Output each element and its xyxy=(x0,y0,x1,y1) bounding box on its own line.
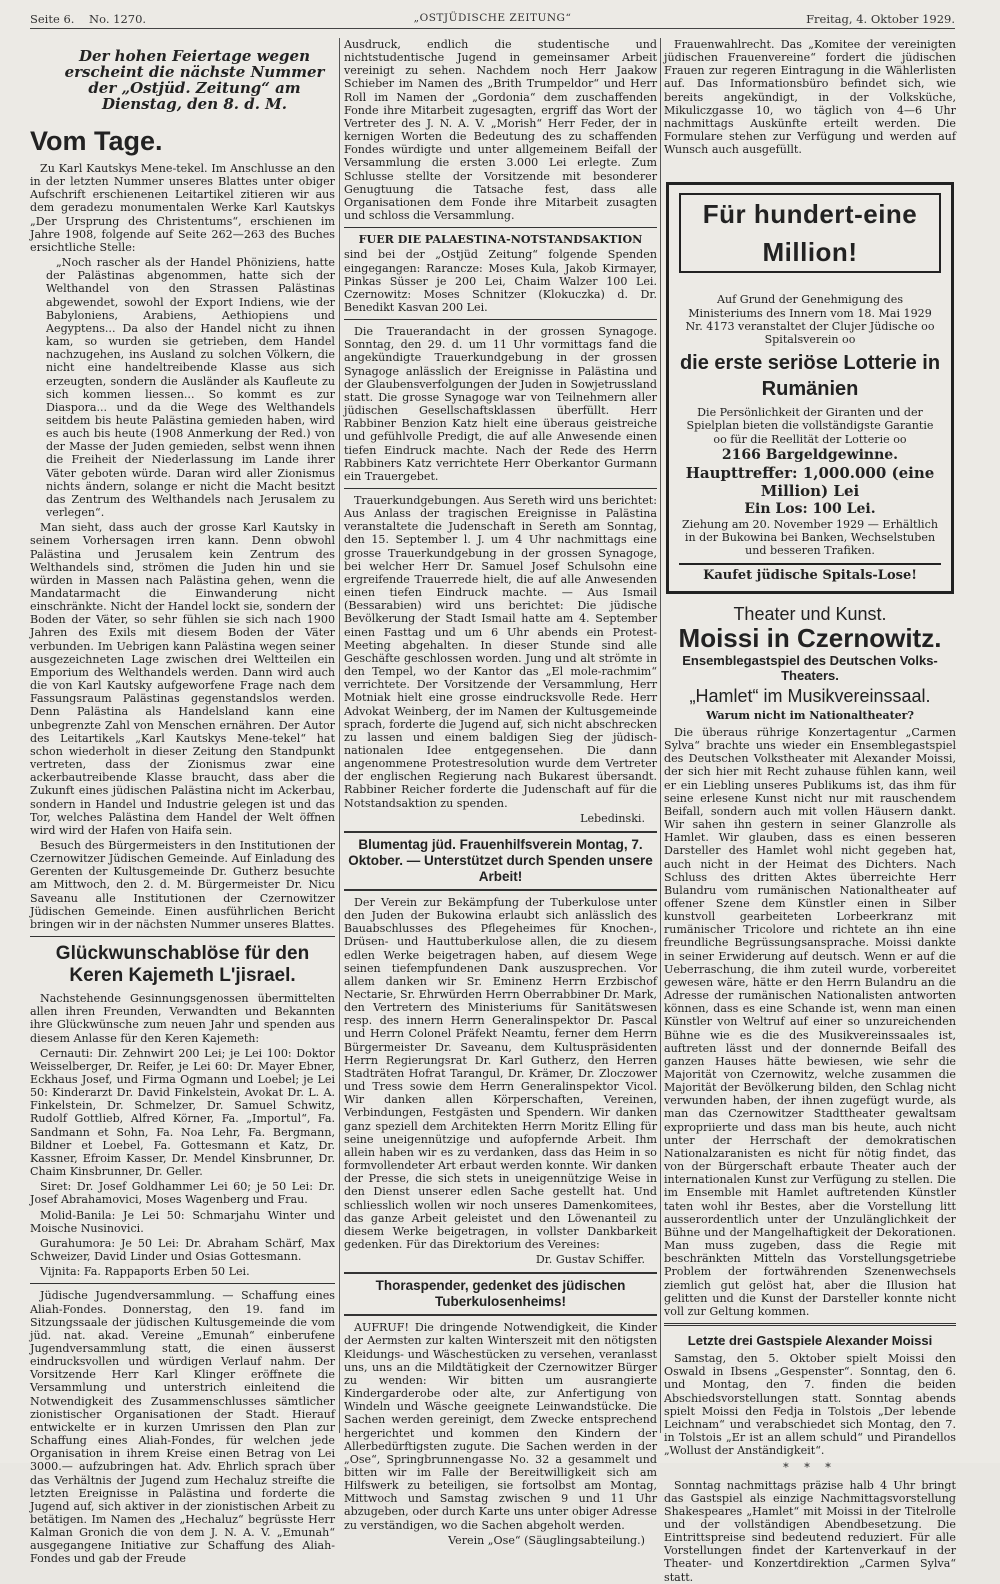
donor-list: Molid-Banila: Je Lei 50: Schmarjahu Winter und Moische Nusinovici. xyxy=(30,1208,335,1235)
signature: Lebedinski. xyxy=(580,811,645,825)
article-paragraph: Nachstehende Gesinnungsgenossen übermittelten allen ihren Freunden, Verwandten und Bekannten ihre Glückwünsche zum neuen Jahr und spenden aus diesem Anlasse für den Keren Kajemeth: xyxy=(30,992,335,1045)
article-quote: „Noch rascher als der Handel Phöniziens, hatte der Palästinas abgenommen, hatte sich der Welthandel von den Strassen Palästinas abgewendet, sowohl der Export Indiens, wie der Babyloniens, Arabiens, Aethiopiens und Aegyptens... Da also der Handel nicht zu ihnen kam, so wurden sie getrieben, dem Handel nachzugehen, ins Ausland zu solchen Völkern, die nicht eine handeltreibende Klasse aus sich erzeugten, sondern die Ausländer als Kaufleute zu sich kommen liessen... So kommt es zur Diaspora... und da die Wege des Welthandels seitdem bis heute Palästina gemieden haben, wird es auch bis heute (1908 Anmerkung der Red.) von der Masse der Juden gemieden, selbst wenn ihnen die Freiheit der Niederlassung im Lande ihrer Väter geboten würde. Daran wird aller Zionismus nichts ändern, solange er nicht die Macht besitzt das Zentrum des Welthandels nach Jerusalem zu verlegen“. xyxy=(46,256,335,520)
donor-list: sind bei der „Ostjüd Zeitung“ folgende Spenden eingegangen: Rarancze: Moses Kula, Jakob Kirmayer, Pinkas Süsser je 200 Lei, Chaim Walzer 100 Lei. Czernowitz: Moses Schnitzer (Klokuczka) d. Dr. Benedikt Kasvan 200 Lei. xyxy=(344,248,657,314)
divider xyxy=(30,1283,335,1284)
article-paragraph: Zu Karl Kautskys Mene-tekel. Im Anschlusse an den in der letzten Nummer unseres Blattes unter obiger Aufschrift erschienenen Leitartikel zitieren wir aus dem geradezu monumentalen Werke Karl Kautskys „Der Ursprung des Christentums“, erschienen im Jahre 1908, folgende auf Seite 262—263 des Buches ersichtliche Stelle: xyxy=(30,162,335,254)
notstand-title: FUER DIE PALAESTINA-NOTSTANDSAKTION xyxy=(358,233,643,247)
article-paragraph: Die überaus rührige Konzertagentur „Carmen Sylva“ brachte uns wieder ein Ensemblegastspiel des Deutschen Volkstheater mit Alexander Moissi, der sich hier mit Recht zuhause fühlen kann, weil er ein Liebling unseres Publikums ist, das ihm für seine erlesene Kunst nicht nur mit rauschendem Beifall, sondern auch mit vollen Häusern dankt. Wir sahen ihn gestern in seiner Glanzrolle als Hamlet. Wir glauben, dass es einen besseren Darsteller des Hamlet wohl nicht gegeben hat, auch nicht in der Heimat des Dichters. Nach Schluss des dritten Aktes überreichte Herr Bulandru vom rumänischen Nationaltheater auf offener Szene dem Künstler einen in Silber kunstvoll gearbeiteten Lorbeerkranz mit rumänischer Tricolore und richtete an ihn eine freundliche Begrüssungsansprache. Moissi dankte in seiner Erwiderung auf deutsch. Wenn er auf die Ueberraschung, die ihm zuteil wurde, vorbereitet gewesen wäre, hätte er den Herrn Bulandru an die Adresse der rumänischen Nationalisten antworten können, dass es eine Schande ist, wenn man einen Künstler von Weltruf auf einer so unzureichenden Bühne wie es die des Musikvereinssaales ist, auftreten lässt und der donnernde Beifall des ganzen Hauses hätte bewiesen, wie sehr die Majorität von Czernowitz, welche zusammen die Majorität der Bevölkerung bilden, den Schlag nicht verwunden haben, der ihnen zugefügt wurde, als man das Czernowitzer Stadttheater gewaltsam expropriierte und dass man bis heute, auch nicht unter der Herrschaft der demokratischen Nationalzaranisten es nicht für nötig findet, das von der Bürgerschaft erbaute Theater auch der internationalen Kunst zur Verfügung zu stellen. Die im Ensemble mit Hamlet auftretenden Künstler taten wohl ihr Bestes, aber die Vorstellung litt ausserordentlich unter der Unzulänglichkeit der Bühne und der Mangelhaftigkeit der Dekorationen. Man muss zugeben, dass die Regie mit beschränkten Mitteln das Vorstellungsgetriebe Problem der fortwährenden Szenenwechsels ziemlich gut gelöst hat, aber die Illusion hat gelitten und die Kunst der Darsteller konnte nicht voll zur Geltung kommen. xyxy=(664,725,956,1318)
ad-price: Ein Los: 100 Lei. xyxy=(744,500,876,517)
issue-date: Freitag, 4. Oktober 1929. xyxy=(806,12,955,26)
ad-text: Ziehung am 20. November 1929 — Erhältlich in der Bukowina bei Banken, Wechselstuben und besseren Trafiken. xyxy=(682,517,938,558)
question-subhead: Warum nicht im Nationaltheater? xyxy=(706,708,914,722)
divider xyxy=(30,936,335,937)
signature: Dr. Gustav Schiffer. xyxy=(535,1253,645,1267)
separator-stars: * * * xyxy=(783,1461,837,1475)
article-paragraph: Die Trauerandacht in der grossen Synagoge. Sonntag, den 29. d. um 11 Uhr vormittags fand die angekündigte Trauerkundgebung in der grossen Synagoge anlässlich der Ereignisse in Palästina und der Glaubensverfolgungen der Juden in Sowjetrussland statt. Die grosse Synagoge war von Teilnehmern aller jüdischen Gesellschaftsklassen überfüllt. Herr Rabbiner Benzion Katz hielt eine überaus geistreiche und gefühlvolle Predigt, die auf alle Anwesende einen tiefen Eindruck machte. Nach der Rede des Herrn Rabbiners Katz verrichtete Herr Oberkantor Gurmann ein Trauergebet. xyxy=(344,325,657,483)
ad-title: Für hundert-eine Million! xyxy=(679,193,941,273)
divider xyxy=(664,1323,956,1326)
ad-text: Auf Grund der Genehmigung des Ministeriums des Innern vom 18. Mai 1929 Nr. 4173 veranstaltet der Clujer Jüdische oo Spitalsverein oo xyxy=(685,293,935,347)
article-paragraph: Besuch des Bürgermeisters in den Institutionen der Czernowitzer Jüdischen Gemeinde. Auf Einladung des Gerenten der Kultusgemeinde Dr. Gutherz besuchte am Mittwoch, den 2. d. M. Bürgermeister Dr. Nicu Saveanu alle Institutionen der Czernowitzer Jüdischen Gemeinde. Einen ausführlichen Bericht bringen wir in der nächsten Nummer unseres Blattes. xyxy=(30,838,335,931)
section-title-theater: Theater und Kunst. xyxy=(733,603,887,624)
divider xyxy=(344,227,657,228)
page-number: Seite 6. No. 1270. xyxy=(30,12,147,26)
ad-text: Die Persönlichkeit der Giranten und der Spielplan bieten die vollständigste Garantie oo für die Reellität der Lotterie oo xyxy=(686,406,934,446)
article-paragraph: Ausdruck, endlich die studentische und nichtstudentische Jugend in gemeinsamer Arbeit vereinigt zu sehen. Nachdem noch Herr Jaakow Schieber im Namen des „Brith Trumpeldor“ und Herr Roll im Namen der „Gordonia“ dem zuschaffenden Fonde ihre Mitarbeit zugesagten, ergriff das Wort der Vertreter des J. N. A. V. „Morish“ Herr Feder, der in kernigen Worten die Bedeutung des zu schaffenden Fondes würdigte und unter allgemeinem Beifall der Versammlung die ersten 3.000 Lei erlegte. Zum Schlusse stellte der Vorsitzende mit besonderer Genugtuung die Tatsache fest, dass alle Organisationen dem Fonde ihre Mitarbeit zusagten und schloss die Versammlung. xyxy=(344,38,657,223)
donor-list: Cernauti: Dir. Zehnwirt 200 Lei; je Lei 100: Doktor Weisselberger, Dr. Reifer, je Lei 60: Dr. Mayer Ebner, Eckhaus Josef, und Firma Ogmann und Loebel; je Lei 50: Kinderarzt Dr. David Finkelstein, Avokat Dr. L. A. Finkelstein, Dr. Schmelzer, Dr. Samuel Schwitz, Rudolf Gottlieb, Alfred Körner, Fa. „Importul“, Fa. Sandmann et Sohn, Fa. Noa Lehr, Fa. Bergmann, Bildner et Loebel, Fa. Gottesmann et Katz, Dr. Kassner, Efroim Kasser, Dr. Mendel Kinsbrunner, Dr. Chaim Kinsbrunner, Dr. Geller. xyxy=(30,1046,335,1179)
holiday-notice: Der hohen Feiertage wegen erscheint die nächste Nummer der „Ostjüd. Zeitung“ am Dienstag, den 8. d. M. xyxy=(64,47,325,113)
moissi-subtitle: Ensemblegastspiel des Deutschen Volks-Theaters. xyxy=(682,652,938,683)
ad-footer: Kaufet jüdische Spitals-Lose! xyxy=(679,563,941,582)
column-2 xyxy=(344,38,657,1547)
blumentag-banner: Blumentag jüd. Frauenhilfsverein Montag, 7. Oktober. — Unterstützet durch Spenden unsere Arbeit! xyxy=(344,831,657,891)
divider xyxy=(344,319,657,320)
newspaper-name: „OSTJÜDISCHE ZEITUNG“ xyxy=(413,12,572,24)
header-rule xyxy=(30,28,955,29)
moissi-headline: Moissi in Czernowitz. xyxy=(678,622,942,653)
column-rule xyxy=(339,38,340,1433)
article-paragraph: AUFRUF! Die dringende Notwendigkeit, die Kinder der Aermsten zur kalten Winterszeit mit den nötigsten Kleidungs- und Wäschestücken zu versehen, veranlasst uns, uns an die Mildtätigkeit der Czernowitzer Bürger zu wenden: Wir bitten um ausrangierte Kindergarderobe oder alte, zur Anfertigung von Windeln und Wäsche geeignete Leinwandstücke. Die Sachen werden gereinigt, dem Zwecke entsprechend hergerichtet und kommen den Kindern der Allerbedürftigsten zugute. Die Sachen werden in der „Ose“, Springbrunnengasse No. 32 a gesammelt und bitten wir im Falle der Bereitwilligkeit sich am Hilfswerk zu beteiligen, sie fortsolbst am Montag, Mittwoch und Samstag zwischen 9 und 11 Uhr abzugeben, oder durch Karte uns unter obiger Adresse zu verständigen, wo die Sachen abgeholt werden. xyxy=(344,1321,657,1532)
article-paragraph: Sonntag nachmittags präzise halb 4 Uhr bringt das Gastspiel als einzige Nachmittagsvorstellung Shakespeares „Hamlet“ mit Moissi in der Titelrolle und der vollständigen Abendbesetzung. Die Eintrittspreise sind bedeutend reduziert. Für alle Vorstellungen findet der Kartenverkauf in der Theater- und Konzertdirektion „Carmen Sylva“ statt. xyxy=(664,1478,956,1584)
letzte-gastspiele-title: Letzte drei Gastspiele Alexander Moissi xyxy=(687,1332,933,1348)
section-title-glueckwunsch: Glückwunschablöse für den Keren Kajemeth L'jisrael. xyxy=(55,943,310,987)
ad-jackpot: Haupttreffer: 1,000.000 (eine Million) Lei xyxy=(685,463,935,500)
lottery-advertisement xyxy=(666,182,954,593)
divider xyxy=(344,488,657,489)
article-paragraph: Frauenwahlrecht. Das „Komitee der vereinigten jüdischen Frauenvereine“ fordert die jüdischen Frauen zur regeren Eintragung in die Wählerlisten auf. Das Informationsbüro befindet sich, wie bereits angekündigt, in der Volksküche, Mikuliczgasse 10, wo täglich von 4—6 Uhr nachmittags Auskünfte erteilt werden. Die Formulare stehen zur Verfügung und werden auf Wunsch auch ausgefüllt. xyxy=(664,38,956,157)
section-title-vom-tage: Vom Tage. xyxy=(30,126,163,156)
ad-headline: die erste seriöse Lotterie in Rumänien xyxy=(679,352,941,401)
donor-list: Gurahumora: Je 50 Lei: Dr. Abraham Schärf, Max Schweizer, David Linder und Osias Gottesmann. xyxy=(30,1236,335,1264)
thoraspender-banner: Thoraspender, gedenket des jüdischen Tuberkulosenheims! xyxy=(344,1272,657,1316)
hamlet-headline: „Hamlet“ im Musikvereinssaal. xyxy=(689,685,931,706)
article-paragraph: Samstag, den 5. Oktober spielt Moissi den Oswald in Ibsens „Gespenster“. Sonntag, den 6. und Montag, den 7. finden die beiden Abschiedsvorstellungen statt. Sonntag abends spielt Moissi den Fedja in Tolstois „Der lebende Leichnam“ und verabschiedet sich Montag, den 7. in Tolstois „Er ist an allem schuld“ und Pirandellos „Wollust der Anständigkeit“. xyxy=(664,1352,956,1458)
article-paragraph: Man sieht, dass auch der grosse Karl Kautsky in seinem Vorhersagen irren kann. Denn obwohl Palästina und Jerusalem kein Zentrum des Welthandels sind, strömen die Juden hin und sie würden in Massen nach Palästina gehen, wenn die Mandatarmacht die Einwanderung nicht einschränkte. Nicht der Handel lockt sie, sondern der Boden der Väter, so sehr fühlen sie sich nach 1900 Jahren des Exils mit diesem Boden der Väter verbunden. Im Uebrigen kann Palästina wegen seiner ausgezeichneten Lage zwischen drei Weltteilen ein Emporium des Welthandels werden. Dann wird auch die von Karl Kautsky aufgeworfene Frage nach dem Fassungsraum Palästinas gegenstandslos werden. Denn Palästina als Handelsland kann eine unbegrenzte Zahl von Menschen ernähren. Der Autor des Leitartikels „Karl Kautskys Mene-tekel“ hat schon wiederholt in dieser Zeitung den Standpunkt vertreten, dass der Zionismus zwar eine ackerbautreibende Klasse braucht, dass aber die Zukunft eines jüdischen Palästina nicht im Ackerbau, sondern in Handel und Industrie gelegen ist und das Tor, welches Palästina dem Handel der Welt öffnen wird wird der Hafen von Haifa sein. xyxy=(30,521,335,837)
signature: Verein „Ose“ (Säuglingsabteilung.) xyxy=(448,1533,645,1547)
article-paragraph: Trauerkundgebungen. Aus Sereth wird uns berichtet: Aus Anlass der tragischen Ereignisse in Palästina veranstaltete die Judenschaft in Sereth am Sonntag, den 15. September l. J. um 4 Uhr nachmittags eine grosse Trauerkundgebung in der grossen Synagoge, bei welcher Herr Dr. Samuel Josef Schulsohn eine ergreifende Trauerrede hielt, die auf alle Anwesenden einen tiefen Eindruck machte. — Aus Ismail (Bessarabien) wird uns berichtet: Die jüdische Bevölkerung der Stadt Ismail hatte am 4. September einen Fasttag und um 6 Uhr abends ein Protest-Meeting abgehalten. In dieser Stunde sind alle Geschäfte geschlossen worden. Jung und alt strömte in den Tempel, wo der Kantor das „El mole-rachmim“ verrichtete. Der Vorsitzende der Versammlung, Herr Motniak hielt eine grosse eindrucksvolle Rede. Herr Advokat Weinberg, der im Namen der Kultusgemeinde sprach, forderte die Jugend auf, sich nicht abschrecken zu lassen und einem baldigen Sieg der jüdisch-nationalen Idee entgegensehen. Die dann angenommene Protestresolution wurde dem Vertreter der englischen Regierung nach Bukarest übersandt. Rabbiner Reicher forderte die Judenschaft auf für die Notstandsaktion zu spenden. xyxy=(344,494,657,810)
article-paragraph: Jüdische Jugendversammlung. — Schaffung eines Aliah-Fondes. Donnerstag, den 19. fand im Sitzungssaale der jüdischen Kultusgemeinde die vom jüd. nat. akad. Vereine „Emunah“ einberufene Jugendversammlung statt, die einen äusserst eindrucksvollen und würdigen Verlauf nahm. Der Vorsitzende Herr Karl Klinger eröffnete die Versammlung und unterstrich einleitend die Notwendigkeit des Zusammenschlusses sämtlicher zionistischer Organisationen der Stadt. Hierauf entwickelte er in kurzen Umrissen den Plan zur Schaffung eines Aliah-Fondes, für welchen jede Organisation in ihrem Kreise einen Betrag von Lei 3000.— aufzubringen hat. Adv. Ehrlich sprach über das Verhältnis der Jugend zum Hechaluz streifte die letzten Ereignisse in Palästina und forderte die Jugend auf, sich aktiver in der zionistischen Arbeit zu betätigen. Im Namen des „Hechaluz“ begrüsste Herr Kalman Gronich die von dem J. N. A. V. „Emunah“ ausgegangene Initiative zur Schaffung des Aliah-Fondes und gab der Freude xyxy=(30,1289,335,1566)
donor-list: Siret: Dr. Josef Goldhammer Lei 60; je 50 Lei: Dr. Josef Abrahamovici, Moses Wagenberg und Frau. xyxy=(30,1180,335,1207)
column-3 xyxy=(664,38,956,1584)
ad-prizes: 2166 Bargeldgewinne. xyxy=(721,446,899,463)
donor-list: Vijnita: Fa. Rappaports Erben 50 Lei. xyxy=(40,1265,250,1279)
column-1 xyxy=(30,38,335,1566)
article-paragraph: Der Verein zur Bekämpfung der Tuberkulose unter den Juden der Bukowina erlaubt sich anlässlich des Bauabschlusses des Pflegeheimes für Knochen-, Drüsen- und Hauttuberkulose allen, die zu diesem edlen Werke beigetragen haben, auf diesem Wege seinen tiefempfundenen Dank auszusprechen. Vor allem danken wir Sr. Eminenz Herrn Erzbischof Nectarie, Sr. Ehrwürden Herrn Oberrabbiner Dr. Mark, den Vertretern des Ministeriums für Sanitätswesen resp. des innern Herrn Generalinspektor Dr. Pascal und Herrn Colonel Präfekt Neamtu, ferner dem Herrn Bürgermeister Dr. Saveanu, dem Kultuspräsidenten Herrn Regierungsrat Dr. Karl Gutherz, den Herren Stadträten Hofrat Tarangul, Dr. Krämer, Dr. Zloczower und Tress sowie dem Herrn Generalinspektor Vicol. Wir danken allen Körperschaften, Vereinen, Verbindungen, Festgästen und Spendern. Wir danken ganz speziell dem Architekten Herrn Moritz Elling für seine uneigennützige und aufopfernde Arbeit. Ihm allein haben wir es zu verdanken, dass das Heim in so formvollendeter Art erbaut werden konnte. Wir danken der Presse, die sich stets in uneigennützige Weise in den Dienst unserer edlen Sache gestellt hat. Und schliesslich wollen wir noch unseres Damenkomitees, das ganze Arbeit geleistet und den Löwenanteil zu diesem Werke beigetragen, in vollster Dankbarkeit gedenken. Für das Direktorium des Vereines: xyxy=(344,895,657,1251)
column-rule xyxy=(660,38,661,1433)
